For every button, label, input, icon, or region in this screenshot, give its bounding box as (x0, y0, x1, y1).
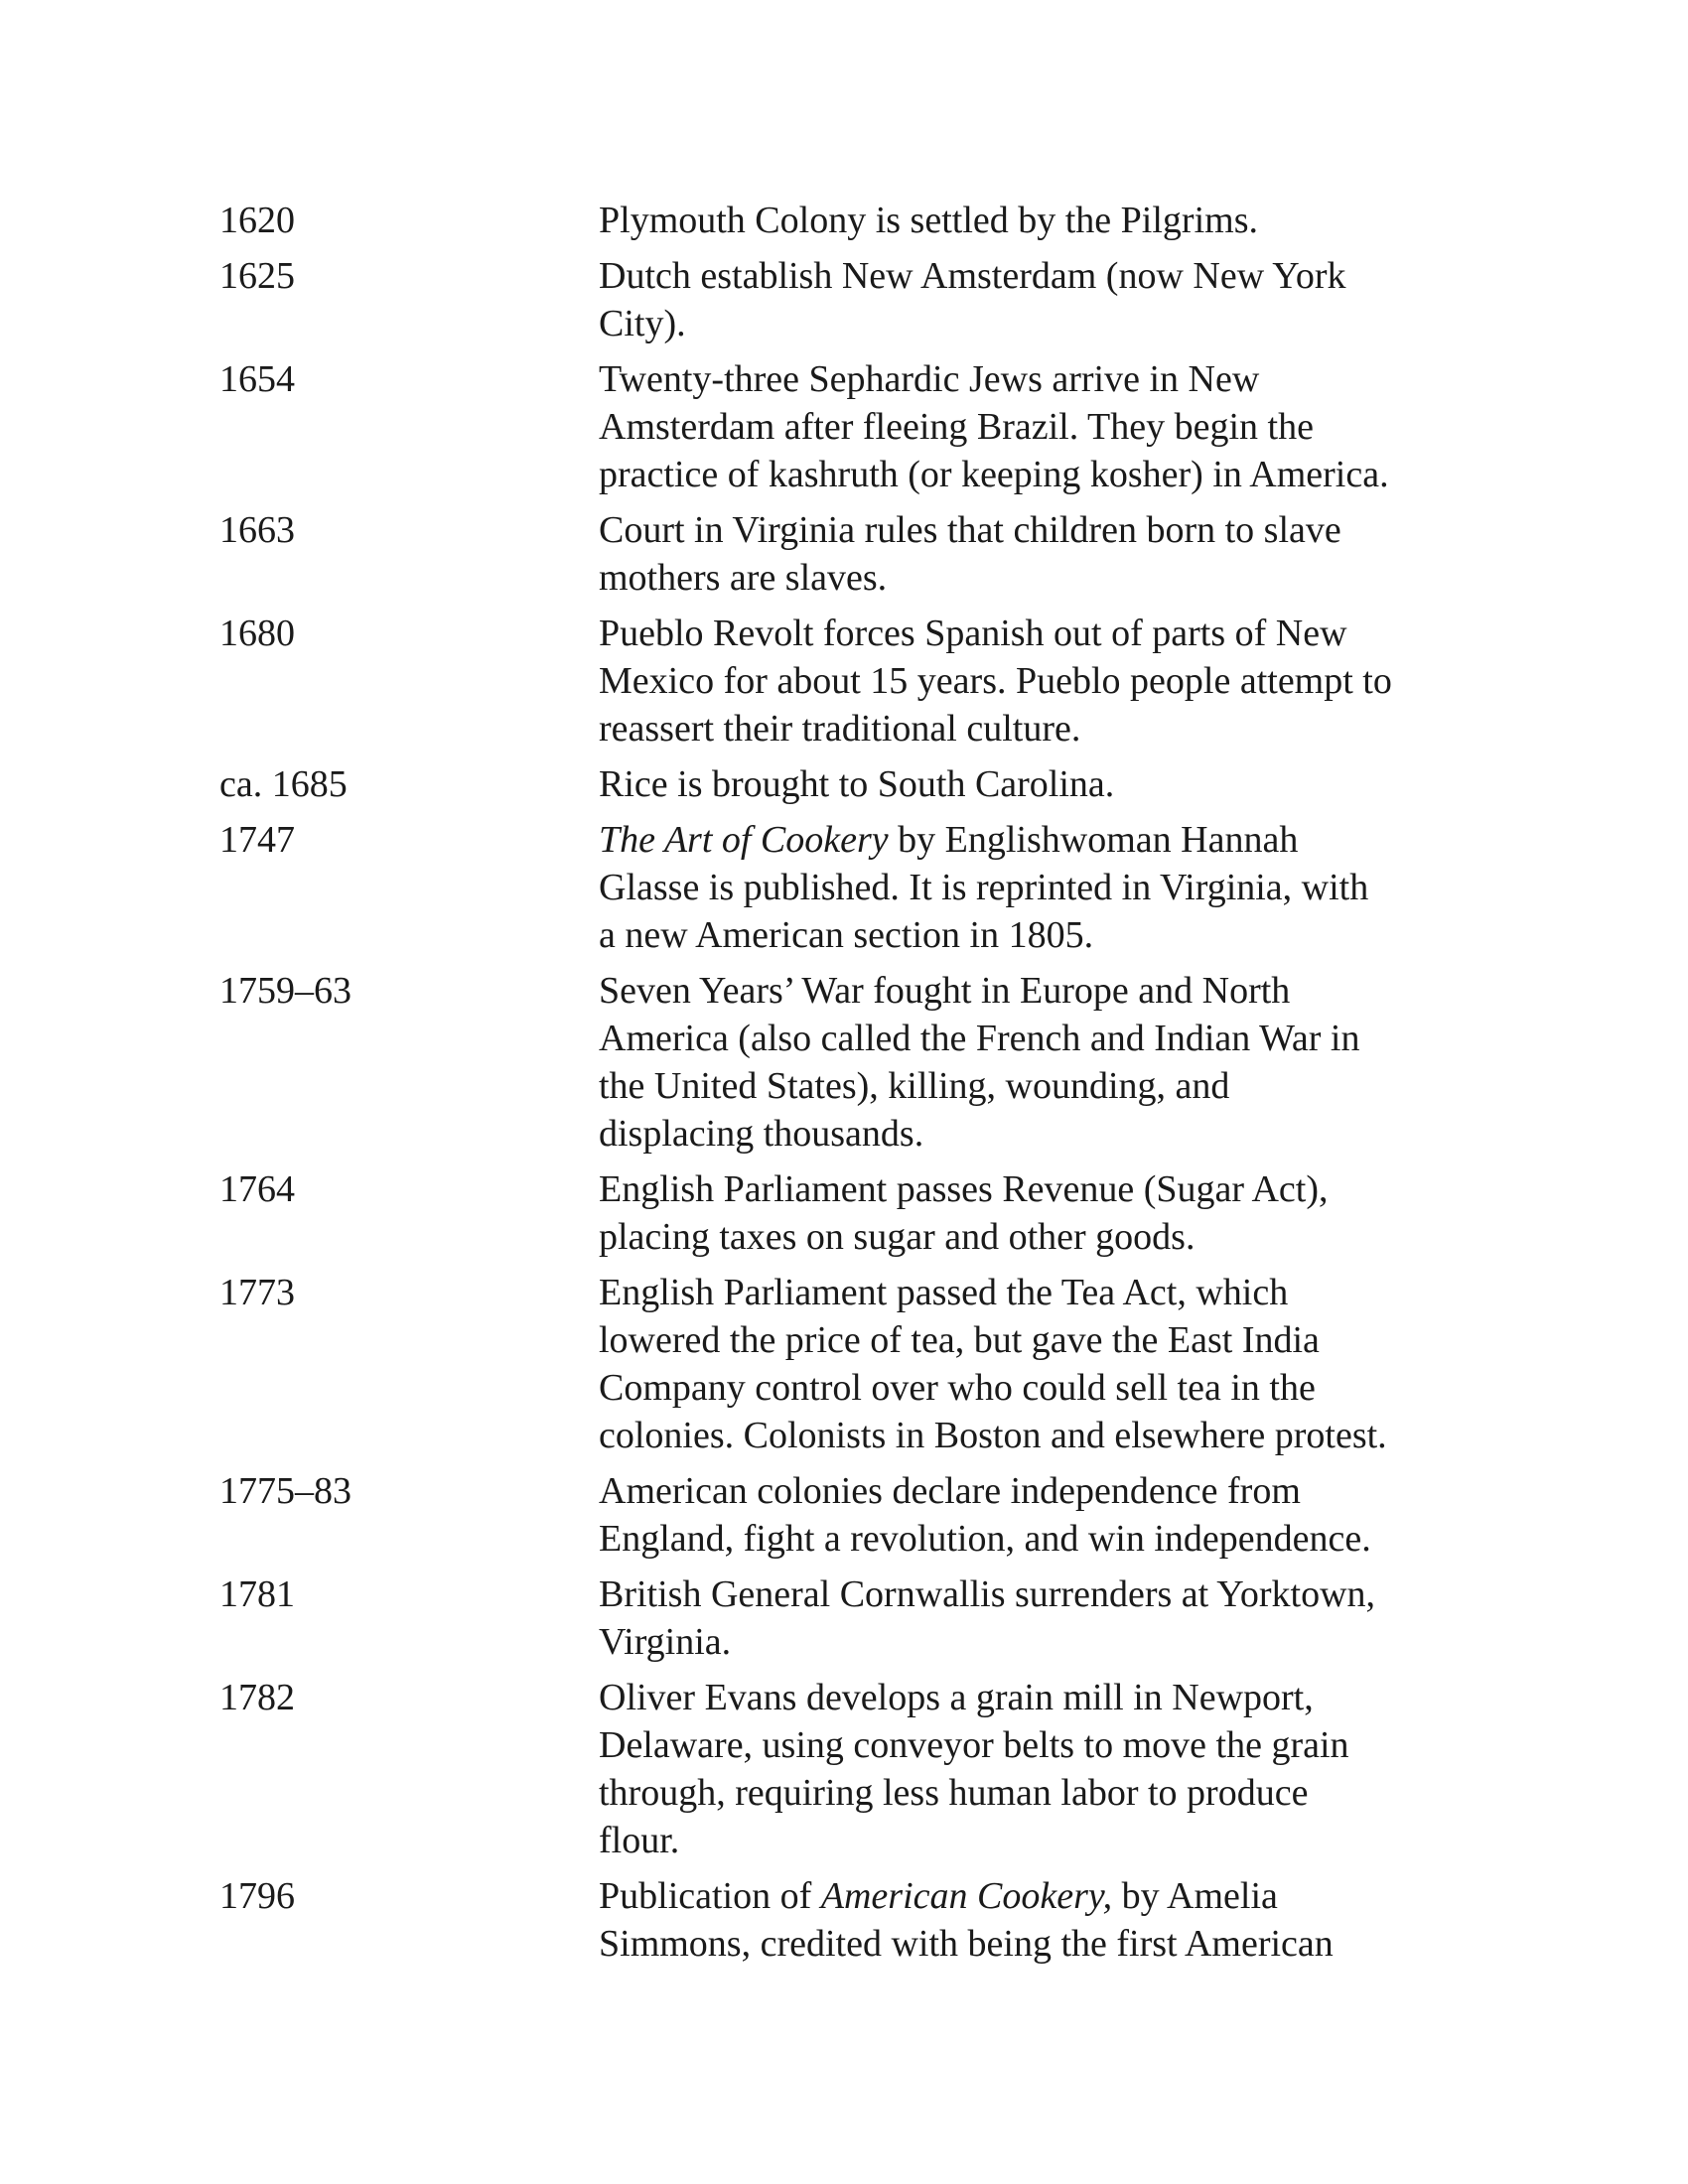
timeline-entry (219, 1872, 1510, 1968)
description-line (599, 300, 1502, 347)
entry-description (599, 816, 1502, 959)
entry-date: 1796 (219, 1875, 295, 1917)
description-text: a new American section in 1805. (599, 914, 1094, 956)
description-text: Pueblo Revolt forces Spanish out of parts of New (599, 613, 1347, 654)
description-line (599, 816, 1502, 864)
description-text: Company control over who could sell tea in the (599, 1367, 1316, 1409)
timeline-table (219, 197, 1510, 1976)
description-line (599, 1165, 1502, 1213)
description-line (599, 1467, 1502, 1515)
description-line (599, 1269, 1502, 1316)
description-text: English Parliament passed the Tea Act, which (599, 1272, 1289, 1313)
entry-description (599, 506, 1502, 602)
description-text: the United States), killing, wounding, and (599, 1065, 1230, 1107)
entry-description (599, 1165, 1502, 1261)
description-line (599, 911, 1502, 959)
entry-date: 1773 (219, 1272, 295, 1313)
timeline-entry (219, 506, 1510, 602)
description-text: reassert their traditional culture. (599, 708, 1081, 750)
entry-date: 1775–83 (219, 1470, 352, 1512)
entry-description (599, 1467, 1502, 1563)
description-text: England, fight a revolution, and win independence. (599, 1518, 1371, 1560)
description-text: Seven Years’ War fought in Europe and North (599, 970, 1291, 1012)
description-line (599, 1570, 1502, 1618)
description-line (599, 1618, 1502, 1666)
description-text: through, requiring less human labor to produce (599, 1772, 1309, 1814)
description-line (599, 1364, 1502, 1412)
entry-date: 1759–63 (219, 970, 352, 1012)
description-line (599, 355, 1502, 403)
description-text: by Amelia (1112, 1875, 1278, 1917)
description-line (599, 1817, 1502, 1864)
description-text: Delaware, using conveyor belts to move the grain (599, 1724, 1349, 1766)
description-line (599, 864, 1502, 911)
description-prefix: Publication of (599, 1875, 821, 1917)
description-line (599, 1316, 1502, 1364)
entry-date: 1620 (219, 200, 295, 241)
description-text: Rice is brought to South Carolina. (599, 763, 1115, 805)
timeline-entry (219, 967, 1510, 1158)
description-line (599, 610, 1502, 657)
timeline-entry (219, 252, 1510, 347)
description-line (599, 1674, 1502, 1721)
entry-date: 1663 (219, 509, 295, 551)
description-line (599, 554, 1502, 602)
book-title: American Cookery, (820, 1875, 1113, 1917)
entry-description (599, 1269, 1502, 1459)
description-line (599, 1412, 1502, 1459)
description-line (599, 760, 1502, 808)
description-text: Oliver Evans develops a grain mill in Newport, (599, 1677, 1314, 1718)
entry-date: 1764 (219, 1168, 295, 1210)
entry-description (599, 252, 1502, 347)
timeline-entry (219, 355, 1510, 498)
entry-date: 1680 (219, 613, 295, 654)
entry-date: ca. 1685 (219, 763, 348, 805)
description-text: placing taxes on sugar and other goods. (599, 1216, 1196, 1258)
description-text: Dutch establish New Amsterdam (now New York (599, 255, 1346, 297)
description-text: America (also called the French and Indian War in (599, 1018, 1360, 1059)
description-text: Court in Virginia rules that children born to slave (599, 509, 1341, 551)
description-text: Mexico for about 15 years. Pueblo people attempt to (599, 660, 1392, 702)
description-text: Glasse is published. It is reprinted in Virginia, with (599, 867, 1369, 908)
description-text: displacing thousands. (599, 1113, 924, 1155)
description-text: colonies. Colonists in Boston and elsewhere protest. (599, 1415, 1387, 1456)
description-line (599, 506, 1502, 554)
entry-date: 1654 (219, 358, 295, 400)
description-line (599, 967, 1502, 1015)
entry-description (599, 760, 1502, 808)
description-text: City). (599, 303, 686, 344)
timeline-entry (219, 760, 1510, 808)
description-text: flour. (599, 1820, 680, 1861)
entry-date: 1625 (219, 255, 295, 297)
description-line (599, 705, 1502, 752)
description-text: Simmons, credited with being the first American (599, 1923, 1334, 1965)
entry-description (599, 1872, 1502, 1968)
entry-description (599, 610, 1502, 752)
description-line (599, 1920, 1502, 1968)
description-text: British General Cornwallis surrenders at Yorktown, (599, 1573, 1376, 1615)
timeline-entry (219, 197, 1510, 244)
description-text: by Englishwoman Hannah (888, 819, 1299, 861)
description-line (599, 451, 1502, 498)
entry-description (599, 355, 1502, 498)
description-line (599, 197, 1502, 244)
timeline-entry (219, 1165, 1510, 1261)
description-text: Twenty-three Sephardic Jews arrive in New (599, 358, 1260, 400)
description-line (599, 1721, 1502, 1769)
entry-description (599, 1674, 1502, 1864)
description-text: Amsterdam after fleeing Brazil. They begin the (599, 406, 1314, 448)
entry-description (599, 967, 1502, 1158)
timeline-entry (219, 1467, 1510, 1563)
timeline-entry (219, 1674, 1510, 1864)
entry-date: 1781 (219, 1573, 295, 1615)
book-title: The Art of Cookery (599, 819, 889, 861)
description-text: lowered the price of tea, but gave the East India (599, 1319, 1320, 1361)
description-text: American colonies declare independence from (599, 1470, 1301, 1512)
entry-date: 1747 (219, 819, 295, 861)
description-line (599, 1213, 1502, 1261)
description-line (599, 1110, 1502, 1158)
description-line (599, 252, 1502, 300)
description-line (599, 1015, 1502, 1062)
description-text: practice of kashruth (or keeping kosher) in America. (599, 454, 1389, 495)
description-line (599, 1769, 1502, 1817)
timeline-entry (219, 1570, 1510, 1666)
description-text: Plymouth Colony is settled by the Pilgrims. (599, 200, 1258, 241)
description-line (599, 657, 1502, 705)
description-line (599, 403, 1502, 451)
timeline-entry (219, 816, 1510, 959)
description-line (599, 1515, 1502, 1563)
description-line (599, 1062, 1502, 1110)
description-line (599, 1872, 1502, 1920)
entry-date: 1782 (219, 1677, 295, 1718)
description-text: mothers are slaves. (599, 557, 888, 599)
timeline-entry (219, 610, 1510, 752)
timeline-entry (219, 1269, 1510, 1459)
description-text: Virginia. (599, 1621, 732, 1663)
description-text: English Parliament passes Revenue (Sugar Act), (599, 1168, 1329, 1210)
entry-description (599, 197, 1502, 244)
entry-description (599, 1570, 1502, 1666)
